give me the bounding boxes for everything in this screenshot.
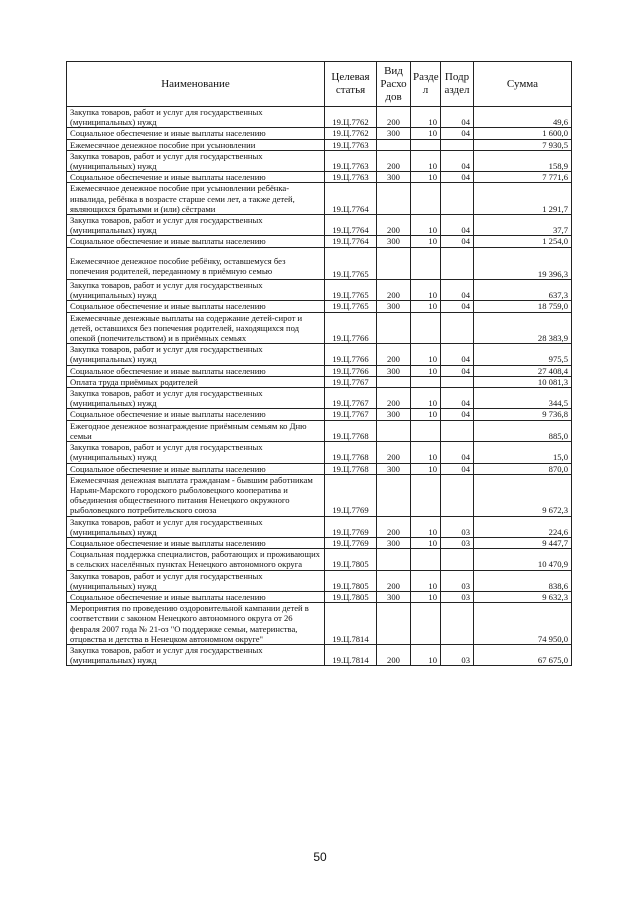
cell-sum: 10 081,3	[474, 376, 572, 387]
cell-subsection	[441, 183, 474, 215]
table-row	[67, 603, 572, 645]
cell-section	[411, 312, 441, 344]
cell-expense-type: 300	[377, 301, 411, 312]
cell-expense-type	[377, 420, 411, 441]
cell-target-article: 19.Ц.7763	[325, 172, 377, 183]
table-row	[67, 376, 572, 387]
table-row	[67, 549, 572, 570]
cell-section: 10	[411, 215, 441, 236]
header-subsection: Подр аздел	[441, 62, 474, 107]
cell-name: Ежемесячное денежное пособие при усыновлении	[67, 139, 325, 150]
cell-expense-type	[377, 183, 411, 215]
cell-name: Социальное обеспечение и иные выплаты населению	[67, 128, 325, 139]
cell-section: 10	[411, 301, 441, 312]
cell-sum: 1 600,0	[474, 128, 572, 139]
cell-subsection: 04	[441, 150, 474, 171]
cell-expense-type: 300	[377, 409, 411, 420]
cell-name: Оплата труда приёмных родителей	[67, 376, 325, 387]
cell-sum: 637,3	[474, 280, 572, 301]
table-row	[67, 301, 572, 312]
cell-target-article: 19.Ц.7769	[325, 537, 377, 548]
table-row	[67, 591, 572, 602]
cell-section	[411, 183, 441, 215]
cell-expense-type	[377, 549, 411, 570]
table-row	[67, 139, 572, 150]
cell-target-article: 19.Ц.7768	[325, 463, 377, 474]
cell-sum: 74 950,0	[474, 603, 572, 645]
cell-subsection: 04	[441, 344, 474, 365]
cell-sum: 28 383,9	[474, 312, 572, 344]
cell-target-article: 19.Ц.7764	[325, 236, 377, 247]
cell-subsection: 04	[441, 388, 474, 409]
cell-expense-type: 200	[377, 150, 411, 171]
cell-sum: 1 254,0	[474, 236, 572, 247]
header-section: Разде л	[411, 62, 441, 107]
cell-section	[411, 549, 441, 570]
cell-name: Социальное обеспечение и иные выплаты населению	[67, 409, 325, 420]
cell-subsection: 03	[441, 570, 474, 591]
cell-target-article: 19.Ц.7768	[325, 420, 377, 441]
cell-name: Социальное обеспечение и иные выплаты населению	[67, 236, 325, 247]
cell-subsection: 04	[441, 172, 474, 183]
cell-name: Социальное обеспечение и иные выплаты населению	[67, 591, 325, 602]
cell-expense-type: 300	[377, 365, 411, 376]
table-row	[67, 365, 572, 376]
table-row	[67, 537, 572, 548]
cell-subsection: 04	[441, 409, 474, 420]
cell-target-article: 19.Ц.7814	[325, 644, 377, 665]
cell-sum: 870,0	[474, 463, 572, 474]
cell-name: Ежемесячные денежные выплаты на содержание детей-сирот и детей, оставшихся без попечения родителей, находящихся под опекой (попечительством) и в приёмных семьях	[67, 312, 325, 344]
cell-subsection: 04	[441, 280, 474, 301]
table-row	[67, 570, 572, 591]
cell-sum: 344,5	[474, 388, 572, 409]
cell-section: 10	[411, 516, 441, 537]
cell-expense-type: 200	[377, 280, 411, 301]
cell-subsection	[441, 247, 474, 279]
cell-section: 10	[411, 280, 441, 301]
table-row	[67, 644, 572, 665]
table-row	[67, 409, 572, 420]
header-sum: Сумма	[474, 62, 572, 107]
table-row	[67, 516, 572, 537]
table-row	[67, 183, 572, 215]
cell-target-article: 19.Ц.7805	[325, 591, 377, 602]
cell-target-article: 19.Ц.7805	[325, 570, 377, 591]
cell-target-article: 19.Ц.7763	[325, 139, 377, 150]
cell-expense-type	[377, 603, 411, 645]
cell-expense-type	[377, 376, 411, 387]
cell-subsection: 03	[441, 516, 474, 537]
table-row	[67, 215, 572, 236]
cell-name: Социальное обеспечение и иные выплаты населению	[67, 537, 325, 548]
cell-name: Ежегодное денежное вознаграждение приёмным семьям ко Дню семьи	[67, 420, 325, 441]
table-row	[67, 388, 572, 409]
cell-sum: 49,6	[474, 107, 572, 128]
cell-subsection: 04	[441, 301, 474, 312]
header-target-article: Целевая статья	[325, 62, 377, 107]
cell-target-article: 19.Ц.7767	[325, 376, 377, 387]
table-row	[67, 312, 572, 344]
table-row	[67, 236, 572, 247]
cell-target-article: 19.Ц.7765	[325, 301, 377, 312]
cell-target-article: 19.Ц.7764	[325, 215, 377, 236]
cell-sum: 1 291,7	[474, 183, 572, 215]
cell-section: 10	[411, 344, 441, 365]
cell-expense-type	[377, 139, 411, 150]
table-row	[67, 247, 572, 279]
cell-section: 10	[411, 365, 441, 376]
cell-subsection: 04	[441, 463, 474, 474]
table-row	[67, 150, 572, 171]
cell-subsection	[441, 312, 474, 344]
cell-name: Социальная поддержка специалистов, работающих и проживающих в сельских населённых пунктах Ненецкого автономного округа	[67, 549, 325, 570]
cell-name: Закупка товаров, работ и услуг для государственных (муниципальных) нужд	[67, 107, 325, 128]
cell-sum: 9 447,7	[474, 537, 572, 548]
table-row	[67, 442, 572, 463]
cell-expense-type: 200	[377, 442, 411, 463]
table-row	[67, 172, 572, 183]
cell-target-article: 19.Ц.7765	[325, 280, 377, 301]
cell-sum: 15,0	[474, 442, 572, 463]
cell-sum: 19 396,3	[474, 247, 572, 279]
cell-expense-type	[377, 312, 411, 344]
cell-subsection: 03	[441, 644, 474, 665]
cell-sum: 7 771,6	[474, 172, 572, 183]
cell-sum: 7 930,5	[474, 139, 572, 150]
cell-name: Социальное обеспечение и иные выплаты населению	[67, 172, 325, 183]
cell-expense-type: 300	[377, 236, 411, 247]
cell-subsection: 03	[441, 591, 474, 602]
cell-subsection	[441, 474, 474, 516]
table-row	[67, 463, 572, 474]
cell-target-article: 19.Ц.7762	[325, 128, 377, 139]
cell-sum: 9 736,8	[474, 409, 572, 420]
cell-expense-type: 300	[377, 128, 411, 139]
cell-expense-type: 200	[377, 344, 411, 365]
cell-target-article: 19.Ц.7769	[325, 474, 377, 516]
cell-sum: 27 408,4	[474, 365, 572, 376]
cell-section: 10	[411, 409, 441, 420]
cell-sum: 158,9	[474, 150, 572, 171]
table-header-row	[67, 62, 572, 107]
cell-section: 10	[411, 644, 441, 665]
table-row	[67, 474, 572, 516]
cell-expense-type: 300	[377, 591, 411, 602]
cell-name: Ежемесячное денежное пособие ребёнку, оставшемуся без попечения родителей, переданному в приёмную семью	[67, 247, 325, 279]
cell-name: Мероприятия по проведению оздоровительной кампании детей в соответствии с законом Ненецкого автономного округа от 26 февраля 2007 года № 21-оз "О поддержке семьи, материнства, отцовства и детства в Ненецком автономном округе"	[67, 603, 325, 645]
cell-sum: 10 470,9	[474, 549, 572, 570]
header-name: Наименование	[67, 62, 325, 107]
cell-name: Закупка товаров, работ и услуг для государственных (муниципальных) нужд	[67, 570, 325, 591]
cell-subsection: 04	[441, 107, 474, 128]
cell-sum: 67 675,0	[474, 644, 572, 665]
cell-section: 10	[411, 107, 441, 128]
cell-section: 10	[411, 128, 441, 139]
cell-name: Социальное обеспечение и иные выплаты населению	[67, 463, 325, 474]
cell-target-article: 19.Ц.7762	[325, 107, 377, 128]
cell-section	[411, 420, 441, 441]
cell-subsection: 04	[441, 215, 474, 236]
cell-expense-type: 200	[377, 107, 411, 128]
cell-target-article: 19.Ц.7764	[325, 183, 377, 215]
budget-table	[66, 61, 572, 666]
cell-expense-type: 200	[377, 644, 411, 665]
table-row	[67, 344, 572, 365]
cell-target-article: 19.Ц.7766	[325, 365, 377, 376]
table-row	[67, 280, 572, 301]
header-expense-type: Вид Расхо дов	[377, 62, 411, 107]
cell-target-article: 19.Ц.7766	[325, 312, 377, 344]
cell-name: Социальное обеспечение и иные выплаты населению	[67, 365, 325, 376]
cell-expense-type: 200	[377, 215, 411, 236]
cell-section	[411, 376, 441, 387]
cell-expense-type: 300	[377, 463, 411, 474]
cell-target-article: 19.Ц.7768	[325, 442, 377, 463]
cell-name: Закупка товаров, работ и услуг для государственных (муниципальных) нужд	[67, 388, 325, 409]
cell-subsection: 03	[441, 537, 474, 548]
cell-section: 10	[411, 442, 441, 463]
cell-name: Ежемесячное денежное пособие при усыновлении ребёнка-инвалида, ребёнка в возрасте старше семи лет, а также детей, являющихся братьями и (или) сёстрами	[67, 183, 325, 215]
cell-expense-type: 300	[377, 537, 411, 548]
cell-name: Социальное обеспечение и иные выплаты населению	[67, 301, 325, 312]
cell-subsection: 04	[441, 236, 474, 247]
cell-target-article: 19.Ц.7766	[325, 344, 377, 365]
cell-name: Закупка товаров, работ и услуг для государственных (муниципальных) нужд	[67, 150, 325, 171]
cell-subsection: 04	[441, 365, 474, 376]
cell-sum: 18 759,0	[474, 301, 572, 312]
cell-section	[411, 603, 441, 645]
cell-section: 10	[411, 150, 441, 171]
cell-section: 10	[411, 172, 441, 183]
table-row	[67, 420, 572, 441]
cell-subsection	[441, 420, 474, 441]
cell-name: Закупка товаров, работ и услуг для государственных (муниципальных) нужд	[67, 280, 325, 301]
cell-subsection: 04	[441, 128, 474, 139]
cell-name: Закупка товаров, работ и услуг для государственных (муниципальных) нужд	[67, 516, 325, 537]
cell-name: Закупка товаров, работ и услуг для государственных (муниципальных) нужд	[67, 442, 325, 463]
cell-subsection	[441, 549, 474, 570]
cell-target-article: 19.Ц.7763	[325, 150, 377, 171]
cell-sum: 9 632,3	[474, 591, 572, 602]
cell-section: 10	[411, 591, 441, 602]
cell-subsection	[441, 139, 474, 150]
cell-expense-type	[377, 474, 411, 516]
cell-sum: 224,6	[474, 516, 572, 537]
cell-section: 10	[411, 570, 441, 591]
cell-name: Закупка товаров, работ и услуг для государственных (муниципальных) нужд	[67, 644, 325, 665]
cell-section: 10	[411, 537, 441, 548]
cell-expense-type	[377, 247, 411, 279]
cell-section	[411, 474, 441, 516]
cell-section	[411, 139, 441, 150]
cell-name: Закупка товаров, работ и услуг для государственных (муниципальных) нужд	[67, 215, 325, 236]
cell-sum: 838,6	[474, 570, 572, 591]
cell-target-article: 19.Ц.7805	[325, 549, 377, 570]
cell-expense-type: 200	[377, 570, 411, 591]
cell-expense-type: 200	[377, 388, 411, 409]
cell-target-article: 19.Ц.7767	[325, 388, 377, 409]
cell-expense-type: 300	[377, 172, 411, 183]
cell-section: 10	[411, 388, 441, 409]
cell-section	[411, 247, 441, 279]
cell-target-article: 19.Ц.7814	[325, 603, 377, 645]
cell-target-article: 19.Ц.7767	[325, 409, 377, 420]
cell-name: Закупка товаров, работ и услуг для государственных (муниципальных) нужд	[67, 344, 325, 365]
cell-subsection	[441, 376, 474, 387]
cell-target-article: 19.Ц.7765	[325, 247, 377, 279]
cell-sum: 37,7	[474, 215, 572, 236]
table-row	[67, 107, 572, 128]
cell-name: Ежемесячная денежная выплата гражданам - бывшим работникам Нарьян-Марского городского рыболовецкого кооператива и объединения общественного питания Ненецкого окружного рыболовецкого потребительского союза	[67, 474, 325, 516]
cell-subsection	[441, 603, 474, 645]
cell-target-article: 19.Ц.7769	[325, 516, 377, 537]
page-number: 50	[313, 850, 327, 864]
table-row	[67, 128, 572, 139]
cell-section: 10	[411, 236, 441, 247]
cell-sum: 975,5	[474, 344, 572, 365]
cell-sum: 885,0	[474, 420, 572, 441]
cell-expense-type: 200	[377, 516, 411, 537]
cell-section: 10	[411, 463, 441, 474]
cell-subsection: 04	[441, 442, 474, 463]
cell-sum: 9 672,3	[474, 474, 572, 516]
